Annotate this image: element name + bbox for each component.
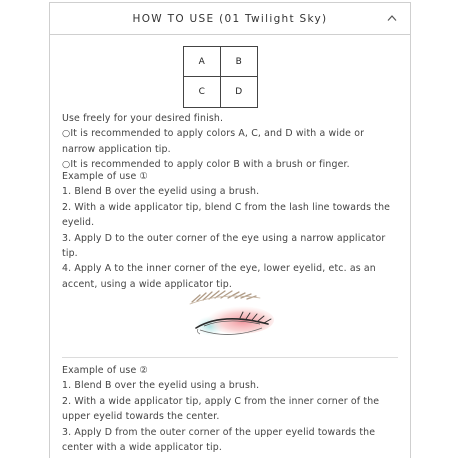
- palette-cell-b: B: [221, 47, 258, 77]
- chevron-up-icon[interactable]: [387, 14, 397, 22]
- example-1-section: [62, 169, 398, 292]
- example-2-step: 3. Apply D from the outer corner of the upper eyelid towards the center with a wide applicator tip.: [62, 426, 376, 454]
- example-1-title: Example of use ①: [62, 171, 149, 182]
- accordion-title: HOW TO USE (01 Twilight Sky): [132, 12, 328, 25]
- example-1-step: 4. Apply A to the inner corner of the eye, lower eyelid, etc. as an accent, using a wide applicator tip.: [62, 263, 376, 290]
- example-1-step: 2. With a wide applicator tip, blend C from the lash line towards the eyelid.: [62, 201, 391, 229]
- palette-cell-c: C: [184, 77, 221, 107]
- example-1-step: 1. Blend B over the eyelid using a brush.: [62, 186, 260, 198]
- eyebrow-strokes: [190, 291, 260, 304]
- eye-makeup-illustration: [182, 286, 282, 352]
- example-2-section: [62, 363, 398, 455]
- intro-line: Use freely for your desired finish.: [62, 113, 224, 124]
- how-to-use-accordion: [49, 2, 411, 458]
- example-2-title: Example of use ②: [62, 365, 149, 376]
- palette-cell-a: A: [184, 47, 221, 77]
- example-2-step: 1. Blend B over the eyelid using a brush.: [62, 380, 260, 392]
- intro-line: ○It is recommended to apply colors A, C, and D with a wide or narrow application tip.: [62, 128, 365, 155]
- intro-line: ○It is recommended to apply color B with a brush or finger.: [62, 159, 350, 171]
- accordion-header[interactable]: [50, 3, 410, 35]
- palette-cell-d: D: [235, 87, 243, 97]
- palette-layout-grid: [183, 46, 258, 108]
- example-1-step: 3. Apply D to the outer corner of the eye using a narrow applicator tip.: [62, 232, 386, 260]
- section-divider: [62, 357, 398, 358]
- example-2-step: 2. With a wide applicator tip, apply C from the inner corner of the upper eyelid towards the center.: [62, 395, 380, 423]
- intro-text: [62, 111, 398, 173]
